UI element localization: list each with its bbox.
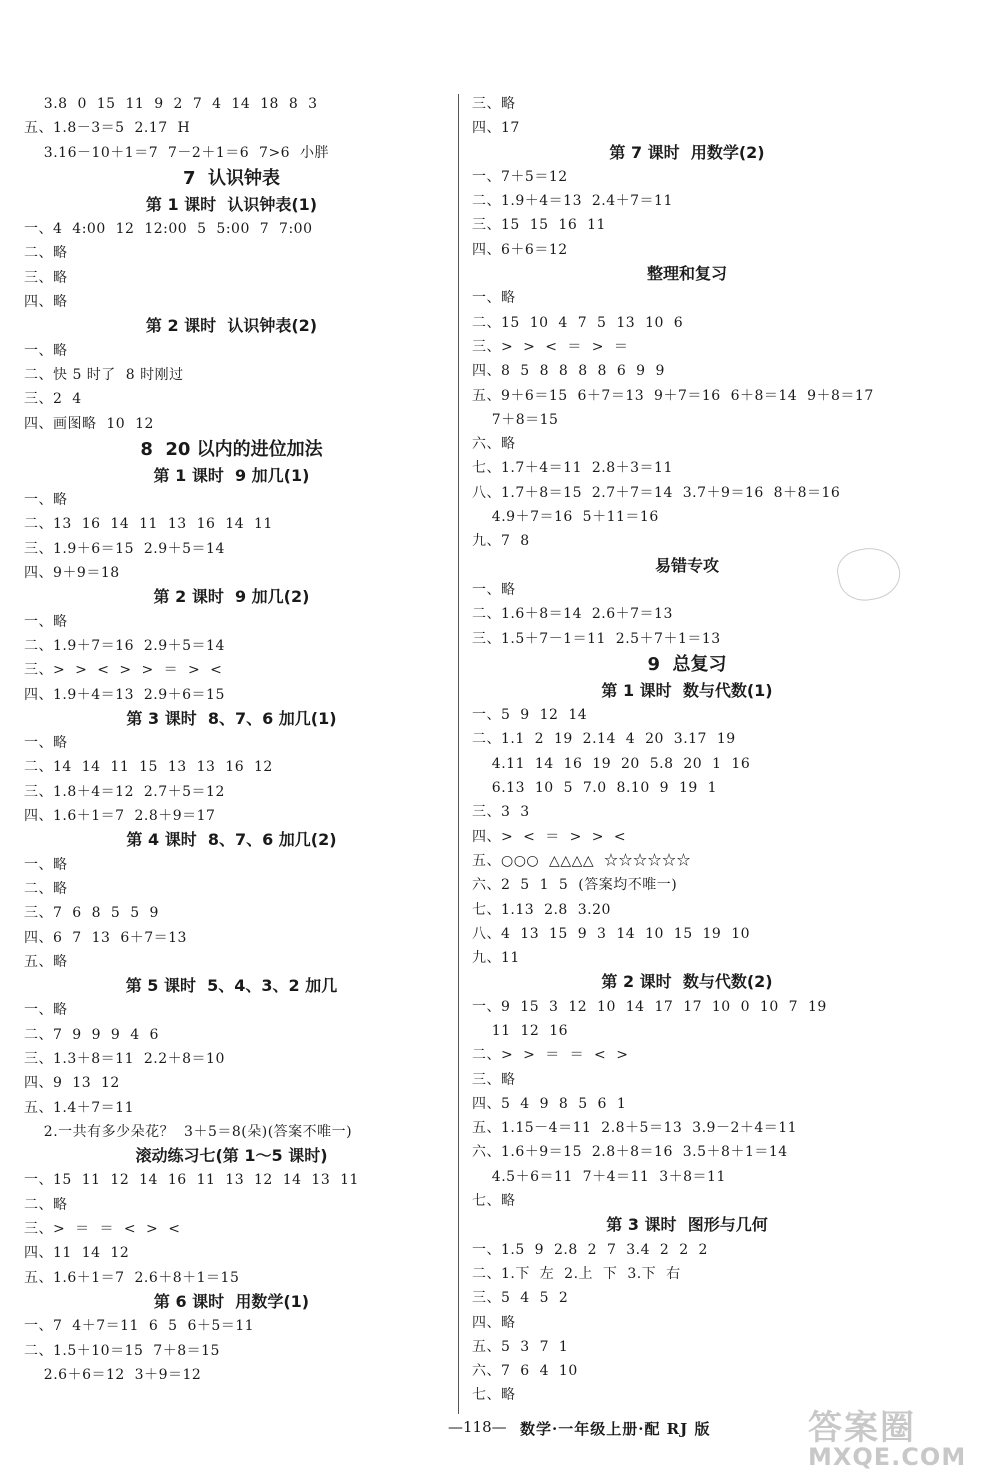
- answer-line: 三、5 4 5 2: [472, 1290, 569, 1307]
- answer-line: 一、略: [24, 613, 68, 630]
- answer-line: 二、1.9＋4＝13 2.4＋7＝11: [472, 193, 673, 210]
- left-column: [24, 92, 439, 1387]
- lesson-heading: 第 7 课时 用数学(2): [609, 142, 765, 162]
- answer-line: 二、15 10 4 7 5 13 10 6: [472, 314, 684, 331]
- answer-line: 九、7 8: [472, 533, 530, 550]
- answer-line: 一、略: [472, 290, 516, 307]
- column-divider: [458, 94, 459, 1414]
- watermark-text: 答案圈: [808, 1408, 916, 1448]
- answer-line: 二、1.下 左 2.上 下 3.下 右: [472, 1265, 681, 1282]
- answer-line: 一、7 4＋7＝11 6 5 6＋5＝11: [24, 1318, 255, 1335]
- answer-line: 五、略: [24, 953, 68, 970]
- answer-line: 七、略: [472, 1387, 516, 1404]
- lesson-heading: 第 1 课时 认识钟表(1): [145, 194, 318, 214]
- lesson-heading: 第 6 课时 用数学(1): [153, 1291, 310, 1311]
- answer-line: 三、3 3: [472, 804, 530, 821]
- answer-line: 二、13 16 14 11 13 16 14 11: [24, 516, 273, 533]
- answer-line: 四、9＋9＝18: [24, 565, 120, 582]
- answer-line: 三、1.3＋8＝11 2.2＋8＝10: [24, 1050, 225, 1067]
- answer-line: 二、1.6＋8＝14 2.6＋7＝13: [472, 606, 673, 623]
- answer-line: 五、1.4＋7＝11: [24, 1099, 134, 1116]
- answer-line: 三、> > < > > ＝ > <: [24, 662, 223, 679]
- answer-line: 四、6 7 13 6＋7＝13: [24, 929, 187, 946]
- answer-line: 五、5 3 7 1: [472, 1338, 569, 1355]
- answer-line: 九、11: [472, 950, 520, 967]
- answer-line: 三、> ＝ ＝ < > <: [24, 1221, 181, 1238]
- answer-line: 2.一共有多少朵花？ 3＋5＝8(朵)(答案不唯一): [24, 1123, 353, 1140]
- answer-line: 二、1.9＋7＝16 2.9＋5＝14: [24, 637, 225, 654]
- answer-line: 二、> > ＝ ＝ < >: [472, 1047, 629, 1064]
- watermark-logo: [808, 1400, 998, 1470]
- answer-line: 三、1.8＋4＝12 2.7＋5＝12: [24, 783, 225, 800]
- answer-line: 二、1.1 2 19 2.14 4 20 3.17 19: [472, 731, 736, 748]
- answer-line: 二、1.5＋10＝15 7＋8＝15: [24, 1342, 220, 1359]
- answer-line: 四、11 14 12: [24, 1245, 130, 1262]
- answer-line: 二、略: [24, 880, 68, 897]
- answer-line: 六、7 6 4 10: [472, 1363, 578, 1380]
- answer-line: 一、15 11 12 14 16 11 13 12 14 13 11: [24, 1172, 359, 1189]
- book-title: 数学·一年级上册·配 RJ 版: [520, 1420, 711, 1438]
- right-column: [472, 92, 902, 1408]
- answer-line: 6.13 10 5 7.0 8.10 9 19 1: [472, 780, 718, 797]
- answer-line: 3.16－10＋1＝7 7－2＋1＝6 7>6 小胖: [24, 144, 329, 161]
- answer-line: 五、1.8－3＝5 2.17 H: [24, 120, 191, 137]
- answer-line: 一、4 4:00 12 12:00 5 5:00 7 7:00: [24, 221, 313, 238]
- answer-line: 六、1.6＋9＝15 2.8＋8＝16 3.5＋8＋1＝14: [472, 1144, 788, 1161]
- answer-line: 二、略: [24, 1196, 68, 1213]
- answer-line: 三、1.9＋6＝15 2.9＋5＝14: [24, 540, 225, 557]
- chapter-heading: 9 总复习: [647, 653, 727, 675]
- answer-line: 4.11 14 16 19 20 5.8 20 1 16: [472, 755, 751, 772]
- answer-line: 七、略: [472, 1193, 516, 1210]
- answer-line: 四、5 4 9 8 5 6 1: [472, 1095, 627, 1112]
- answer-line: 7＋8＝15: [472, 411, 559, 428]
- answer-line: 四、1.6＋1＝7 2.8＋9＝17: [24, 808, 216, 825]
- lesson-heading: 第 1 课时 9 加几(1): [153, 465, 310, 485]
- answer-line: 八、1.7＋8＝15 2.7＋7＝14 3.7＋9＝16 8＋8＝16: [472, 484, 841, 501]
- answer-line: 八、4 13 15 9 3 14 10 15 19 10: [472, 925, 751, 942]
- section-heading: 整理和复习: [646, 264, 727, 284]
- answer-line: 三、> > < ＝ > ＝: [472, 338, 629, 355]
- answer-line: 11 12 16: [472, 1022, 569, 1039]
- answer-line: 四、略: [24, 294, 68, 311]
- answer-line: 二、快 5 时了 8 时刚过: [24, 366, 184, 383]
- answer-line: 二、7 9 9 9 4 6: [24, 1026, 159, 1043]
- answer-line: 二、略: [24, 245, 68, 262]
- answer-line: 一、略: [24, 342, 68, 359]
- page-number: —118—: [448, 1418, 507, 1436]
- answer-line: 一、略: [24, 1002, 68, 1019]
- watermark-url: MXQE.COM: [808, 1443, 967, 1471]
- answer-line: 三、略: [472, 96, 516, 112]
- section-heading: 易错专攻: [654, 555, 719, 575]
- lesson-heading: 滚动练习七(第 1～5 课时): [135, 1146, 328, 1166]
- answer-line: 一、5 9 12 14: [472, 707, 588, 724]
- answer-line: 七、1.13 2.8 3.20: [472, 901, 611, 918]
- chapter-heading: 8 20 以内的进位加法: [140, 438, 323, 460]
- answer-line: 2.6＋6＝12 3＋9＝12: [24, 1366, 202, 1383]
- lesson-heading: 第 5 课时 5、4、3、2 加几: [125, 976, 338, 996]
- answer-line: 一、1.5 9 2.8 2 7 3.4 2 2 2: [472, 1241, 708, 1258]
- answer-line: 七、1.7＋4＝11 2.8＋3＝11: [472, 460, 673, 477]
- answer-line: 4.5＋6＝11 7＋4＝11 3＋8＝11: [472, 1168, 726, 1185]
- answer-line: 四、> < ＝ > > <: [472, 828, 627, 845]
- answer-line: 4.9＋7＝16 5＋11＝16: [472, 509, 659, 526]
- answer-line: 三、15 15 16 11: [472, 217, 606, 234]
- answer-line: 一、略: [472, 581, 516, 598]
- lesson-heading: 第 4 课时 8、7、6 加几(2): [126, 830, 337, 850]
- answer-line: 五、9＋6＝15 6＋7＝13 9＋7＝16 6＋8＝14 9＋8＝17: [472, 387, 874, 404]
- lesson-heading: 第 3 课时 图形与几何: [606, 1215, 768, 1235]
- answer-line: 四、8 5 8 8 8 8 6 9 9: [472, 363, 665, 380]
- answer-line: 五、1.6＋1＝7 2.6＋8＋1＝15: [24, 1269, 240, 1286]
- answer-line: 四、9 13 12: [24, 1075, 120, 1092]
- answer-line: 五、○○○ △△△△ ☆☆☆☆☆☆: [472, 852, 692, 869]
- answer-line: 三、1.5＋7－1＝11 2.5＋7＋1＝13: [472, 630, 721, 647]
- answer-line: 四、1.9＋4＝13 2.9＋6＝15: [24, 686, 225, 703]
- answer-line: 四、17: [472, 120, 520, 137]
- answer-line: 一、略: [24, 735, 68, 752]
- answer-line: 三、7 6 8 5 5 9: [24, 905, 159, 922]
- chapter-heading: 7 认识钟表: [182, 167, 281, 189]
- lesson-heading: 第 2 课时 认识钟表(2): [145, 316, 318, 336]
- answer-line: 一、略: [24, 856, 68, 873]
- answer-line: 一、7＋5＝12: [472, 168, 568, 185]
- lesson-heading: 第 1 课时 数与代数(1): [601, 680, 773, 700]
- answer-line: 四、略: [472, 1314, 516, 1331]
- lesson-heading: 第 2 课时 数与代数(2): [601, 972, 773, 992]
- lesson-heading: 第 2 课时 9 加几(2): [153, 587, 310, 607]
- answer-line: 一、9 15 3 12 10 14 17 17 10 0 10 7 19: [472, 998, 827, 1015]
- answer-line: 五、1.15－4＝11 2.8＋5＝13 3.9－2＋4＝11: [472, 1120, 798, 1137]
- answer-line: 3.8 0 15 11 9 2 7 4 14 18 8 3: [24, 96, 318, 112]
- answer-line: 六、略: [472, 436, 516, 453]
- answer-line: 三、略: [472, 1071, 516, 1088]
- answer-line: 三、略: [24, 269, 68, 286]
- answer-line: 四、画图略 10 12: [24, 415, 154, 432]
- lesson-heading: 第 3 课时 8、7、6 加几(1): [126, 708, 337, 728]
- answer-line: 二、14 14 11 15 13 13 16 12: [24, 759, 273, 776]
- answer-line: 三、2 4: [24, 391, 82, 408]
- answer-line: 四、6＋6＝12: [472, 241, 568, 258]
- answer-line: 六、2 5 1 5 (答案均不唯一): [472, 877, 678, 894]
- answer-line: 一、略: [24, 492, 68, 509]
